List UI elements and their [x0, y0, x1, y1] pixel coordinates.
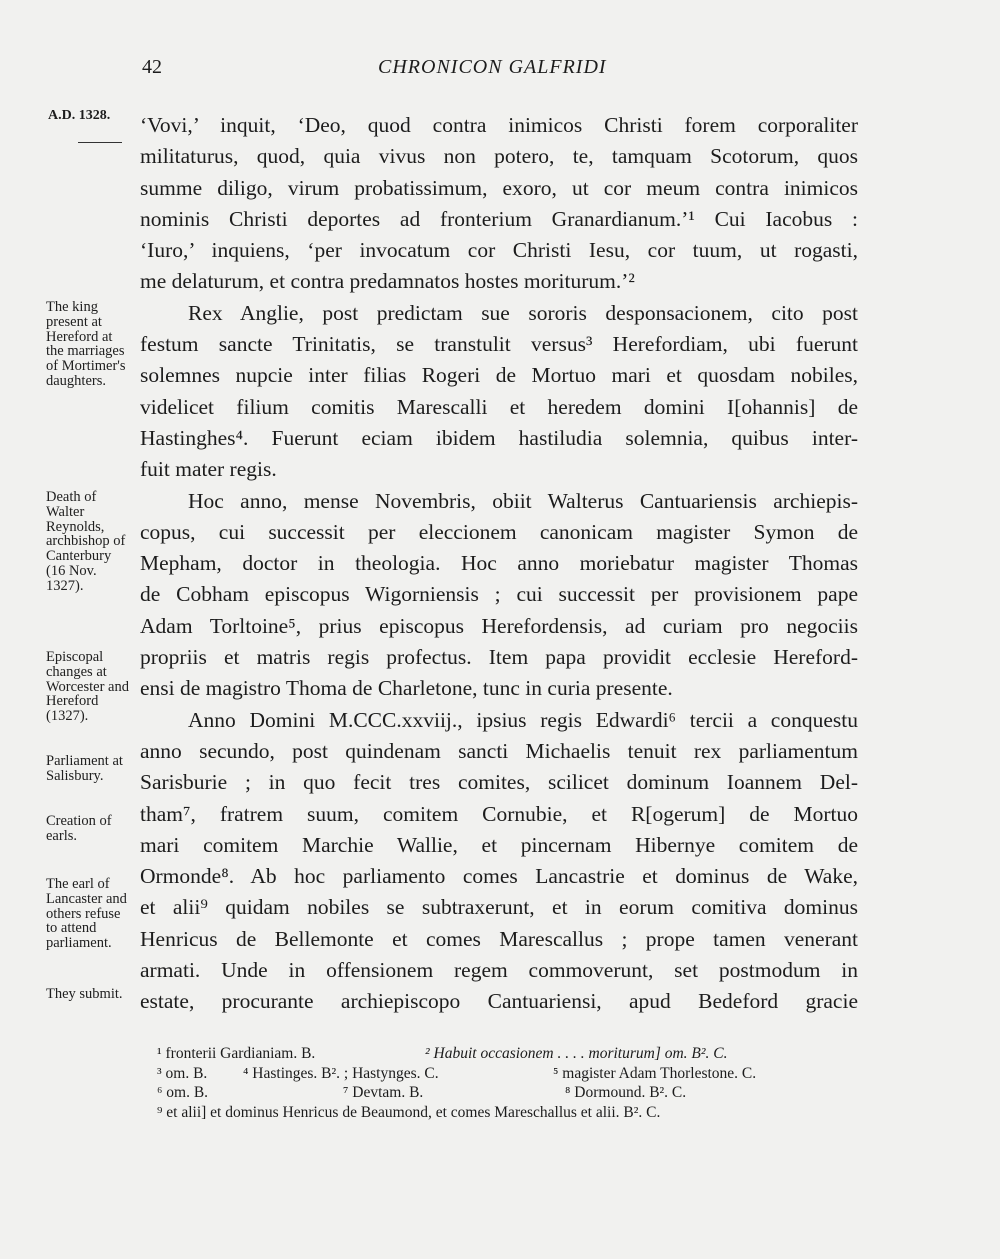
paragraph-start-line: Anno Domini M.CCC.xxviij., ipsius regis Edwardi⁶ tercii a conquestu: [188, 707, 858, 732]
sidenote-king-at-hereford: The king present at Hereford at the marriages of Mortimer's daughters.: [46, 299, 126, 389]
footnote-6: ⁶ om. B.: [157, 1084, 209, 1101]
text-line: et alii⁹ quidam nobiles se subtraxerunt, et in eorum comitiva dominus: [140, 895, 858, 920]
page-number: 42: [142, 56, 162, 78]
text-line: Henricus de Bellemonte et comes Marescallus ; prope tamen venerant: [140, 926, 858, 951]
text-line: militaturus, quod, quia vivus non potero, te, tamquam Scotorum, quos: [140, 144, 858, 169]
footnote-3: ³ om. B.: [157, 1064, 208, 1082]
text-line: Adam Torltoine⁵, prius episcopus Herefordensis, ad curiam pro negociis: [140, 613, 858, 638]
paragraph-start-line: Hoc anno, mense Novembris, obiit Walterus Cantuariensis archiepis-: [188, 488, 858, 513]
margin-year-rule: [78, 142, 122, 143]
footnotes: [157, 1044, 847, 1122]
text-line: solemnes nupcie inter filias Rogeri de Mortuo mari et quosdam nobiles,: [140, 363, 858, 388]
sidenote-parliament-salisbury: Parliament at Salisbury.: [46, 753, 123, 784]
footnote-4: ⁴ Hastinges. B². ; Hastynges. C.: [243, 1064, 439, 1082]
text-line: tham⁷, fratrem suum, comitem Cornubie, et R[ogerum] de Mortuo: [140, 801, 858, 826]
text-line: armati. Unde in offensionem regem commoverunt, set postmodum in: [140, 958, 858, 983]
text-line: Sarisburie ; in quo fecit tres comites, scilicet dominum Ioannem Del-: [140, 770, 858, 795]
sidenote-episcopal-changes: Episcopal changes at Worcester and Hereford (1327).: [46, 649, 129, 725]
text-line: Hastinghes⁴. Fuerunt eciam ibidem hastiludia solemnia, quibus inter-: [140, 425, 858, 450]
text-line: nominis Christi deportes ad fronterium Granardianum.’¹ Cui Iacobus :: [140, 206, 858, 231]
text-line: mari comitem Marchie Wallie, et pincernam Hibernye comitem de: [140, 832, 858, 857]
main-text: [140, 110, 858, 1018]
footnote-8: ⁸ Dormound. B². C.: [565, 1084, 687, 1101]
margin-year: A.D. 1328.: [48, 108, 111, 123]
text-line: ‘Vovi,’ inquit, ‘Deo, quod contra inimicos Christi forem corporaliter: [140, 113, 858, 137]
text-line: ensi de magistro Thoma de Charletone, tunc in curia presente.: [140, 676, 673, 701]
text-line: videlicet filium comitis Marescalli et heredem domini I[ohannis] de: [140, 394, 858, 419]
page-header: [0, 56, 1000, 86]
text-line: ‘Iuro,’ inquiens, ‘per invocatum cor Christi Iesu, cor tuum, ut rogasti,: [140, 238, 858, 263]
text-line: summe diligo, virum probatissimum, exoro, ut cor meum contra inimicos: [140, 175, 858, 200]
text-line: de Cobham episcopus Wigorniensis ; cui successit per provisionem pape: [140, 582, 858, 607]
text-line: estate, procurante archiepiscopo Cantuariensi, apud Bedeford gracie: [140, 989, 858, 1014]
footnote-row: [157, 1083, 847, 1103]
text-line: copus, cui successit per eleccionem canonicam magister Symon de: [140, 519, 858, 544]
sidenote-they-submit: They submit.: [46, 986, 123, 1002]
footnote-row: [157, 1044, 847, 1064]
footnote-row: [157, 1103, 847, 1123]
footnote-9: ⁹ et alii] et dominus Henricus de Beaumond, et comes Mareschallus et alii. B². C.: [157, 1103, 661, 1121]
sidenote-lancaster-refuses: The earl of Lancaster and others refuse to attend parliament.: [46, 876, 127, 952]
text-line: Mepham, doctor in theologia. Hoc anno moriebatur magister Thomas: [140, 551, 858, 576]
text-line: me delaturum, et contra predamnatos hostes moriturum.’²: [140, 269, 635, 294]
sidenote-death-of-walter-reynolds: Death of Walter Reynolds, archbishop of Canterbury (16 Nov. 1327).: [46, 489, 126, 594]
running-title: CHRONICON GALFRIDI: [378, 56, 607, 78]
text-line: fuit mater regis.: [140, 457, 277, 482]
text-line: anno secundo, post quindenam sancti Michaelis tenuit rex parliamentum: [140, 738, 858, 763]
footnote-2: ² Habuit occasionem . . . . moriturum] om. B². C.: [425, 1045, 728, 1062]
footnote-row: [157, 1064, 847, 1084]
footnote-1: ¹ fronterii Gardianiam. B.: [157, 1045, 316, 1062]
sidenote-creation-of-earls: Creation of earls.: [46, 813, 112, 844]
text-line: propriis et matris regis profectus. Item papa providit ecclesie Hereford-: [140, 645, 858, 670]
text-line: Ormonde⁸. Ab hoc parliamento comes Lancastrie et dominus de Wake,: [140, 864, 858, 889]
paragraph-start-line: Rex Anglie, post predictam sue sororis desponsacionem, cito post: [188, 300, 858, 325]
footnote-5: ⁵ magister Adam Thorlestone. C.: [553, 1064, 757, 1082]
footnote-7: ⁷ Devtam. B.: [343, 1084, 424, 1101]
text-line: festum sancte Trinitatis, se transtulit versus³ Herefordiam, ubi fuerunt: [140, 332, 858, 357]
